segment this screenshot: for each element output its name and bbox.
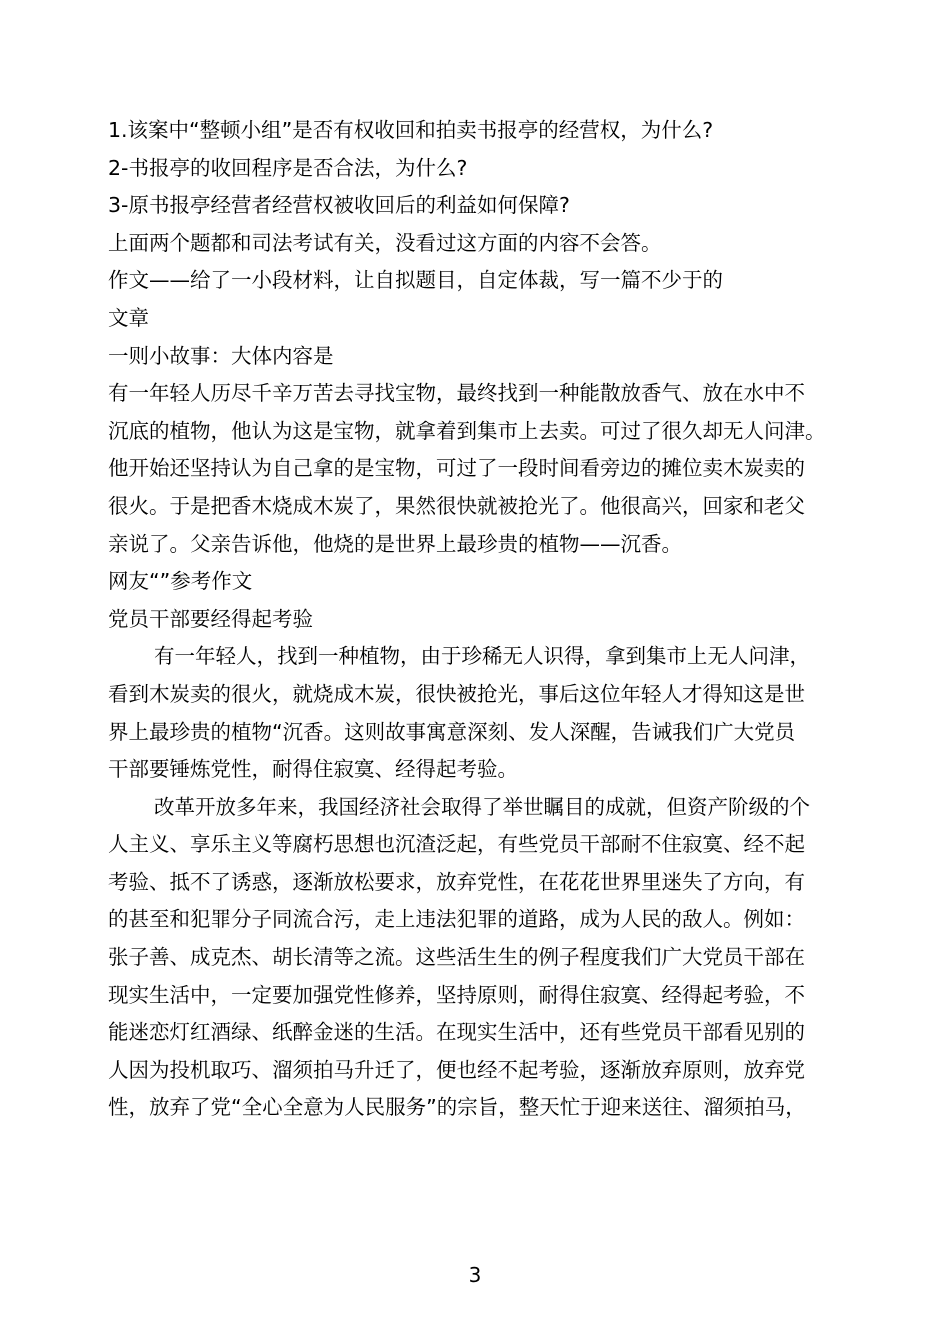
- reference-label: 网友“”参考作文: [108, 569, 253, 594]
- essay-prompt-line: 文章: [108, 305, 149, 330]
- paragraph-1-line: 干部要锤炼党性，耐得住寂寞、经得起考验。: [108, 757, 518, 782]
- question-3: 3-原书报亭经营者经营权被收回后的利益如何保障?: [108, 193, 570, 218]
- paragraph-2-line: 的甚至和犯罪分子同流合污，走上违法犯罪的道路，成为人民的敌人。例如：: [108, 907, 805, 932]
- essay-title: 党员干部要经得起考验: [108, 606, 313, 631]
- paragraph-2-line: 人主义、享乐主义等腐朽思想也沉渣泛起，有些党员干部耐不住寂寞、经不起: [108, 832, 805, 857]
- paragraph-1-line: 有一年轻人，找到一种植物，由于珍稀无人识得，拿到集市上无人问津，: [154, 644, 810, 669]
- document-body: [108, 112, 898, 1127]
- story-line: 有一年轻人历尽千辛万苦去寻找宝物，最终找到一种能散放香气、放在水中不: [108, 381, 805, 406]
- story-line: 沉底的植物，他认为这是宝物，就拿着到集市上去卖。可过了很久却无人问津。: [108, 418, 826, 443]
- paragraph-2-line: 现实生活中，一定要加强党性修养，坚持原则，耐得住寂寞、经得起考验，不: [108, 982, 805, 1007]
- paragraph-2-line: 人因为投机取巧、溜须拍马升迁了，便也经不起考验，逐渐放弃原则，放弃党: [108, 1057, 805, 1082]
- paragraph-2-line: 性，放弃了党“全心全意为人民服务”的宗旨，整天忙于迎来送往、溜须拍马，: [108, 1095, 806, 1120]
- question-1: 1.该案中“整顿小组”是否有权收回和拍卖书报亭的经营权，为什么?: [108, 118, 714, 142]
- paragraph-2-line: 改革开放多年来，我国经济社会取得了举世瞩目的成就，但资产阶级的个: [154, 794, 810, 819]
- story-line: 他开始还坚持认为自己拿的是宝物，可过了一段时间看旁边的摊位卖木炭卖的: [108, 456, 805, 481]
- story-line: 很火。于是把香木烧成木炭了，果然很快就被抢光了。他很高兴，回家和老父: [108, 493, 805, 518]
- page-number: 3: [468, 1263, 482, 1287]
- comment-line: 上面两个题都和司法考试有关，没看过这方面的内容不会答。: [108, 230, 662, 255]
- paragraph-2-line: 张子善、成克杰、胡长清等之流。这些活生生的例子程度我们广大党员干部在: [108, 945, 805, 970]
- paragraph-2-line: 考验、抵不了诱惑，逐渐放松要求，放弃党性，在花花世界里迷失了方向，有: [108, 869, 805, 894]
- story-intro: 一则小故事：大体内容是: [108, 343, 334, 368]
- paragraph-1-line: 看到木炭卖的很火，就烧成木炭，很快被抢光，事后这位年轻人才得知这是世: [108, 681, 805, 706]
- essay-prompt-line: 作文——给了一小段材料，让自拟题目，自定体裁，写一篇不少于的: [108, 268, 723, 293]
- paragraph-2-line: 能迷恋灯红酒绿、纸醉金迷的生活。在现实生活中，还有些党员干部看见别的: [108, 1020, 805, 1045]
- story-line: 亲说了。父亲告诉他，他烧的是世界上最珍贵的植物——沉香。: [108, 531, 682, 556]
- question-2: 2-书报亭的收回程序是否合法，为什么?: [108, 155, 468, 180]
- paragraph-1-line: 界上最珍贵的植物“沉香。这则故事寓意深刻、发人深醒，告诫我们广大党员: [108, 719, 796, 744]
